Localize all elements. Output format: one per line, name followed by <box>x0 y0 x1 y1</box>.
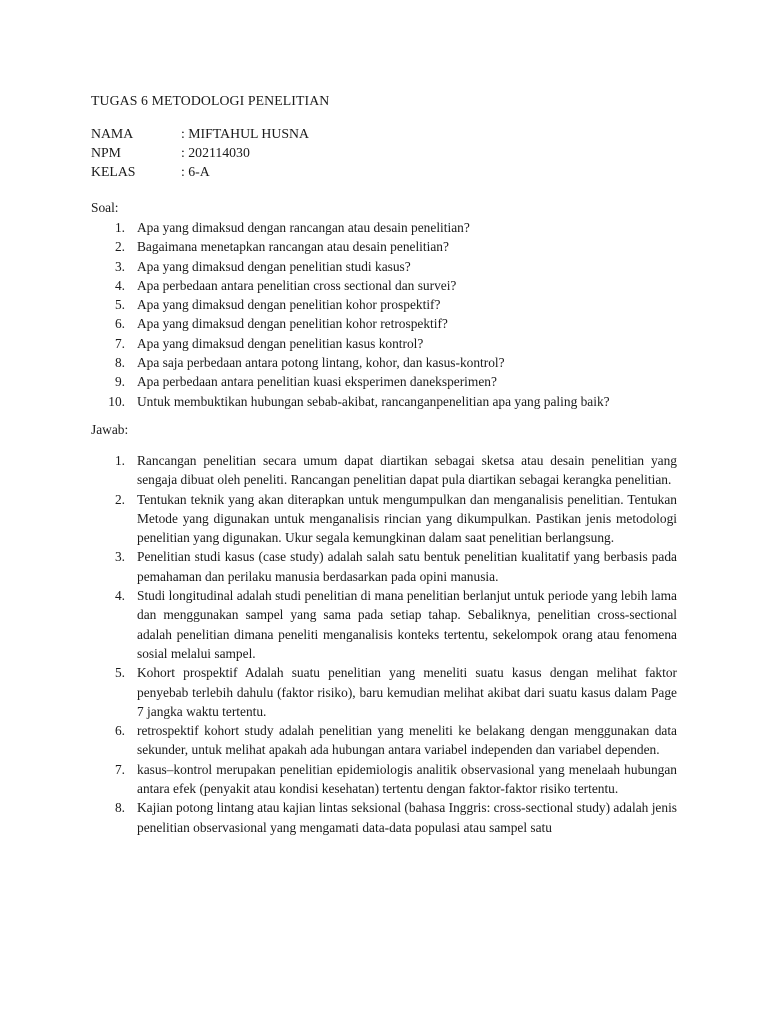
info-row-kelas <box>91 162 309 181</box>
info-row-nama <box>91 124 309 143</box>
info-row-npm <box>91 143 309 162</box>
list-number: 4. <box>114 277 125 293</box>
info-value: : 6-A <box>181 164 210 179</box>
list-number: 5. <box>114 297 125 313</box>
list-item <box>91 490 681 548</box>
info-value: : 202114030 <box>181 145 250 160</box>
list-number: 3. <box>114 549 125 565</box>
list-item <box>91 760 681 799</box>
list-number: 8. <box>114 355 125 371</box>
document-title: TUGAS 6 METODOLOGI PENELITIAN <box>91 93 330 108</box>
list-number: 8. <box>114 800 125 816</box>
question-text: Apa saja perbedaan antara potong lintang, kohor, dan kasus-kontrol? <box>137 355 505 371</box>
soal-label: Soal: <box>91 200 119 215</box>
list-item <box>91 257 691 276</box>
list-item <box>91 314 691 333</box>
list-item <box>91 451 681 490</box>
list-number: 1. <box>114 453 125 468</box>
list-number: 6. <box>114 723 125 739</box>
answer-text: Tentukan teknik yang akan diterapkan untuk mengumpulkan dan menganalisis penelitian. Tentukan Metode yang digunakan untuk menganalisis rincian yang dikumpulkan. Pastikan jenis metodologi penelitian yang digunakan. Ukur segala kemungkinan dalam saat penelitian berlangsung. <box>137 491 677 546</box>
question-text: Apa yang dimaksud dengan penelitian kasus kontrol? <box>137 335 424 351</box>
question-text: Apa yang dimaksud dengan rancangan atau desain penelitian? <box>137 220 470 235</box>
answer-text: kasus–kontrol merupakan penelitian epidemiologis analitik observasional yang menelaah hubungan antara efek (penyakit atau kondisi kesehatan) tertentu dengan faktor-faktor risiko tertentu. <box>137 761 677 797</box>
answer-list <box>91 451 681 837</box>
list-number: 3. <box>114 258 125 274</box>
answer-text: Kohort prospektif Adalah suatu penelitian yang meneliti suatu kasus dengan melihat faktor penyebab terlebih dahulu (faktor risiko), baru kemudian melihat akibat dari suatu kasus dalam Page 7 jangka waktu tertentu. <box>137 665 677 719</box>
list-item <box>91 586 681 663</box>
question-text: Apa perbedaan antara penelitian kuasi eksperimen daneksperimen? <box>137 374 497 390</box>
question-text: Apa yang dimaksud dengan penelitian kohor retrospektif? <box>137 316 448 332</box>
list-number: 5. <box>114 665 125 681</box>
info-value: : MIFTAHUL HUSNA <box>181 126 309 141</box>
info-key: NAMA <box>91 126 134 141</box>
list-item <box>91 798 681 837</box>
question-text: Apa perbedaan antara penelitian cross sectional dan survei? <box>137 277 457 293</box>
list-item <box>91 663 681 721</box>
list-number: 2. <box>114 239 125 255</box>
list-number: 1. <box>114 220 125 235</box>
list-item <box>91 721 681 760</box>
list-item <box>91 353 691 372</box>
list-number: 9. <box>114 374 125 390</box>
list-item <box>91 547 681 586</box>
list-number: 2. <box>114 491 125 507</box>
list-item <box>91 276 691 295</box>
question-text: Apa yang dimaksud dengan penelitian kohor prospektif? <box>137 297 441 313</box>
list-item <box>91 237 691 256</box>
list-item <box>91 372 691 391</box>
info-key: KELAS <box>91 164 136 179</box>
list-item <box>91 392 691 411</box>
list-item <box>91 295 691 314</box>
student-info <box>91 124 309 181</box>
question-text: Bagaimana menetapkan rancangan atau desain penelitian? <box>137 239 449 255</box>
answer-text: Rancangan penelitian secara umum dapat diartikan sebagai sketsa atau desain penelitian yang sengaja dibuat oleh peneliti. Rancangan penelitian dapat pula diartikan sebagai kerangka penelitian. <box>137 453 677 488</box>
list-number: 7. <box>114 761 125 777</box>
answer-text: Penelitian studi kasus (case study) adalah salah satu bentuk penelitian kualitatif yang berbasis pada pemahaman dan perilaku manusia berdasarkan pada opini manusia. <box>137 549 677 584</box>
list-number: 4. <box>114 588 125 604</box>
jawab-label: Jawab: <box>91 422 129 437</box>
list-number: 10. <box>108 393 125 409</box>
answer-text: Kajian potong lintang atau kajian lintas seksional (bahasa Inggris: cross-sectional study) adalah jenis penelitian observasional yang mengamati data-data populasi atau sampel satu <box>137 800 677 835</box>
question-text: Untuk membuktikan hubungan sebab-akibat, rancanganpenelitian apa yang paling baik? <box>137 393 610 409</box>
question-list <box>91 218 691 411</box>
list-number: 7. <box>114 335 125 351</box>
question-text: Apa yang dimaksud dengan penelitian studi kasus? <box>137 258 411 274</box>
list-item <box>91 334 691 353</box>
info-key: NPM <box>91 145 121 160</box>
answer-text: retrospektif kohort study adalah penelitian yang meneliti ke belakang dengan menggunakan data sekunder, untuk melihat apakah ada hubungan antara variabel independen dan variabel dependen. <box>137 723 677 758</box>
list-number: 6. <box>114 316 125 332</box>
answer-text: Studi longitudinal adalah studi penelitian di mana penelitian berlanjut untuk periode yang lebih lama dan menggunakan sampel yang sama pada setiap tahap. Sebaliknya, penelitian cross-sectional adalah penelitian dimana peneliti menganalisis konteks tertentu, sekelompok orang atau fenomena sosial melalui sampel. <box>137 588 677 661</box>
list-item <box>91 218 691 237</box>
